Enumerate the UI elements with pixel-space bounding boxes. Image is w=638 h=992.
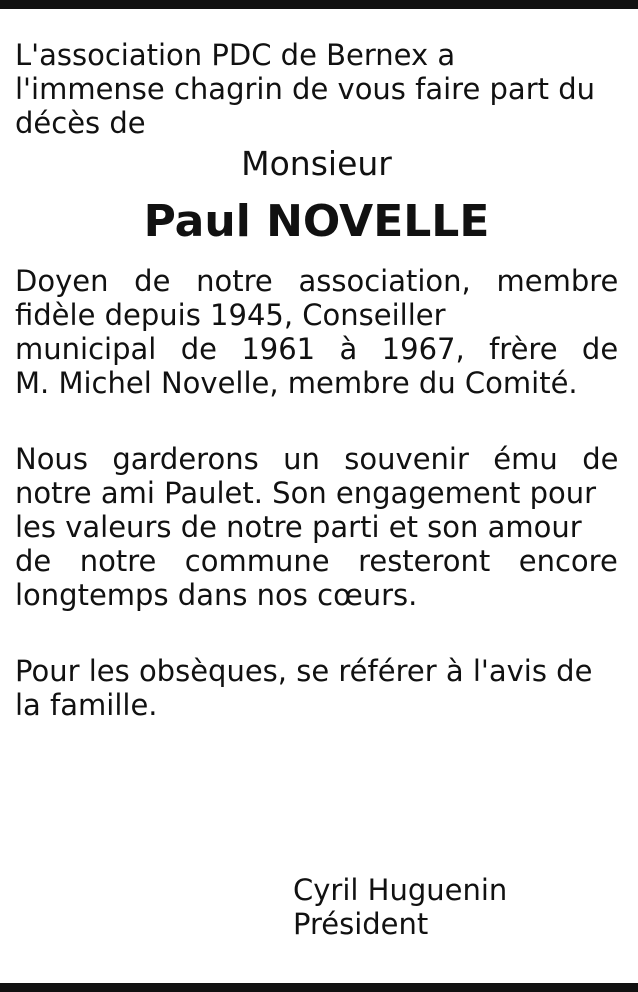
paragraph-tribute: [15, 442, 618, 612]
paragraph-line: la famille.: [15, 688, 158, 722]
intro-text: [15, 38, 618, 140]
intro-line: décès de: [15, 106, 146, 140]
signature-block: [293, 873, 507, 941]
paragraph-line: M. Michel Novelle, membre du Comité.: [15, 366, 578, 400]
paragraph-funeral: [15, 654, 618, 722]
paragraph-line: notre ami Paulet. Son engagement pour: [15, 476, 597, 510]
paragraph-line: Pour les obsèques, se référer à l'avis de: [15, 654, 593, 688]
paragraph-line: fidèle depuis 1945, Conseiller: [15, 298, 446, 332]
intro-line: L'association PDC de Bernex a: [15, 38, 456, 72]
bottom-border-rule: [0, 983, 638, 992]
paragraph-line: les valeurs de notre parti et son amour: [15, 510, 582, 544]
obituary-notice: [15, 38, 618, 722]
intro-line: l'immense chagrin de vous faire part du: [15, 72, 595, 106]
paragraph-line: municipal de 1961 à 1967, frère de: [15, 332, 619, 366]
deceased-name: Paul NOVELLE: [143, 196, 490, 247]
top-border-rule: [0, 0, 638, 9]
signatory-name: Cyril Huguenin: [293, 873, 508, 907]
paragraph-line: Doyen de notre association, membre: [15, 264, 619, 298]
paragraph-line: de notre commune resteront encore: [15, 544, 618, 578]
paragraph-line: longtemps dans nos cœurs.: [15, 578, 418, 612]
paragraph-biography: [15, 264, 618, 400]
signatory-role: Président: [293, 907, 429, 941]
honorific-title: Monsieur: [241, 144, 392, 183]
paragraph-line: Nous garderons un souvenir ému de: [15, 442, 619, 476]
